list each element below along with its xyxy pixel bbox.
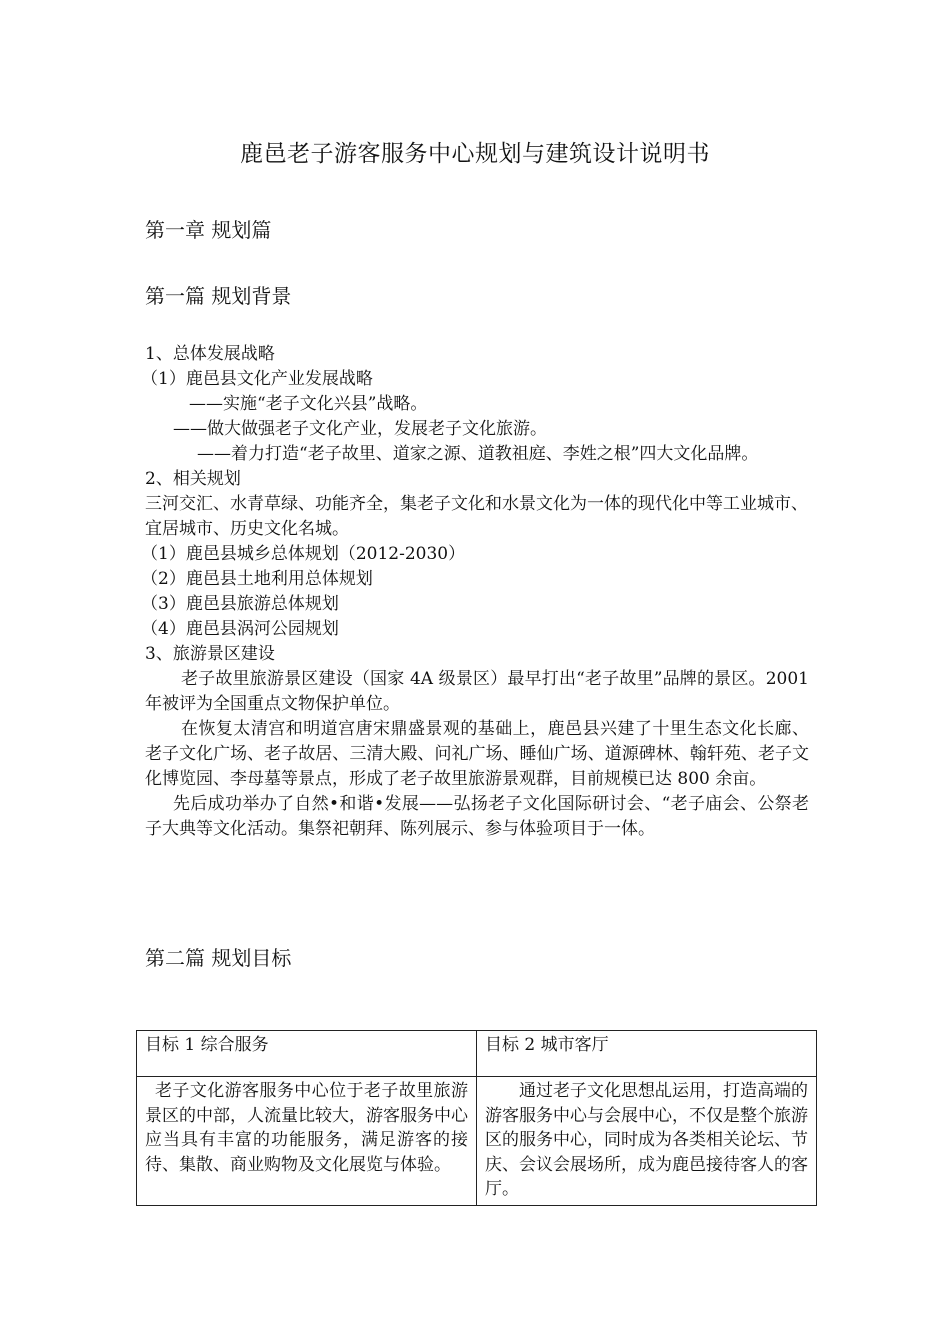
paragraph: 先后成功举办了自然•和谐•发展——弘扬老子文化国际研讨会、“老子庙会、公祭老子大典等文化活动。集祭祀朝拜、陈列展示、参与体验项目于一体。 — [145, 794, 809, 839]
list-item: ——实施“老子文化兴县”战略。 — [189, 394, 428, 414]
background-body — [141, 342, 809, 842]
table-cell: 老子文化游客服务中心位于老子故里旅游景区的中部，人流量比较大，游客服务中心应当具有丰富的功能服务，满足游客的接待、集散、商业购物及文化展览与体验。 — [137, 1077, 477, 1206]
table-cell: 通过老子文化思想乩运用，打造高端的游客服务中心与会展中心，不仅是整个旅游区的服务中心，同时成为各类相关论坛、节庆、会议会展场所，成为鹿邑接待客人的客厅。 — [477, 1077, 817, 1206]
list-heading: 1、总体发展战略 — [145, 344, 275, 364]
list-item: （3）鹿邑县旅游总体规划 — [141, 594, 339, 614]
list-item: （4）鹿邑县涡河公园规划 — [141, 619, 339, 639]
list-item: ——着力打造“老子故里、道家之源、道教祖庭、李姓之根”四大文化品牌。 — [197, 444, 759, 464]
table-header-cell: 目标 1 综合服务 — [137, 1031, 477, 1077]
list-heading: 2、相关规划 — [145, 469, 241, 489]
chapter-heading: 第一章 规划篇 — [145, 218, 272, 242]
document-title: 鹿邑老子游客服务中心规划与建筑设计说明书 — [240, 141, 710, 167]
list-heading: 3、旅游景区建设 — [145, 644, 275, 664]
section-heading-background: 第一篇 规划背景 — [145, 284, 292, 308]
list-item: （1）鹿邑县文化产业发展战略 — [141, 369, 373, 389]
goals-table — [136, 1030, 817, 1206]
paragraph: 老子故里旅游景区建设（国家 4A 级景区）最早打出“老子故里”品牌的景区。2001 年被评为全国重点文物保护单位。 — [145, 669, 809, 714]
table-row — [137, 1077, 817, 1206]
table-header-row — [137, 1031, 817, 1077]
paragraph: 在恢复太清宫和明道宫唐宋鼎盛景观的基础上，鹿邑县兴建了十里生态文化长廊、老子文化广场、老子故居、三清大殿、问礼广场、睡仙广场、道源碑林、翰轩苑、老子文化博览园、李母墓等景点，形成了老子故里旅游景观群，目前规模已达 800 余亩。 — [145, 719, 809, 789]
list-item: （1）鹿邑县城乡总体规划（2012-2030） — [141, 544, 466, 564]
list-item: ——做大做强老子文化产业，发展老子文化旅游。 — [173, 419, 547, 439]
paragraph: 三河交汇、水青草绿、功能齐全，集老子文化和水景文化为一体的现代化中等工业城市、宜居城市、历史文化名城。 — [145, 494, 808, 539]
list-item: （2）鹿邑县土地利用总体规划 — [141, 569, 373, 589]
table-header-cell: 目标 2 城市客厅 — [477, 1031, 817, 1077]
section-heading-goals: 第二篇 规划目标 — [145, 946, 292, 970]
